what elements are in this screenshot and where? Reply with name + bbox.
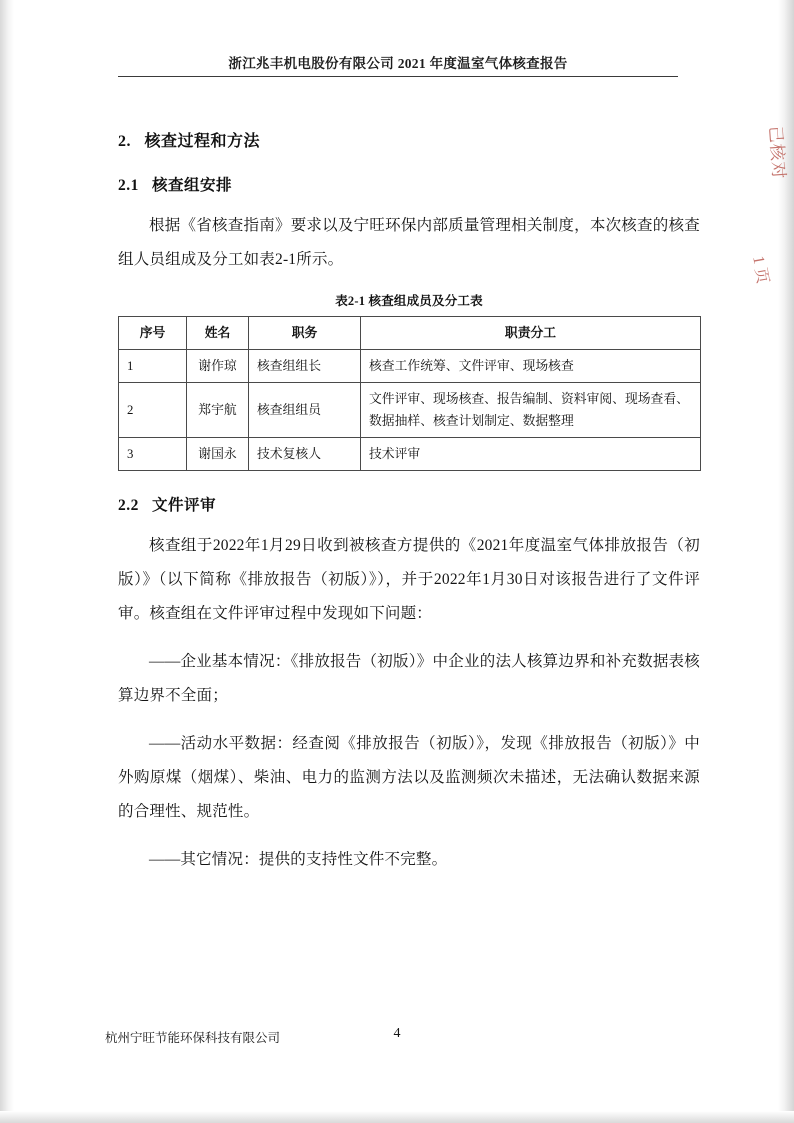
table-header-row — [119, 317, 701, 350]
cell-name: 谢国永 — [187, 438, 249, 471]
section-heading-2 — [118, 128, 700, 151]
section-2-heading-wrap — [118, 128, 700, 151]
cell-name: 郑宇航 — [187, 383, 249, 438]
document-body — [118, 110, 700, 877]
paragraph-4: ——活动水平数据：经查阅《排放报告（初版）》，发现《排放报告（初版）》中外购原煤（烟煤）、柴油、电力的监测方法以及监测频次未描述，无法确认数据来源的合理性、规范性。 — [118, 735, 700, 820]
section-2-title: 核查过程和方法 — [144, 133, 261, 150]
section-2-1-heading-wrap — [118, 173, 700, 195]
footer-page-number: 4 — [393, 1026, 401, 1041]
table-header-no: 序号 — [119, 317, 187, 350]
header-divider — [118, 76, 678, 77]
cell-duty: 文件评审、现场核查、报告编制、资料审阅、现场查看、数据抽样、核查计划制定、数据整理 — [361, 383, 701, 438]
cell-name: 谢作琼 — [187, 350, 249, 383]
section-2-number: 2. — [118, 133, 131, 150]
table-header-duty: 职责分工 — [361, 317, 701, 350]
paragraph-5: ——其它情况：提供的支持性文件不完整。 — [149, 851, 448, 868]
section-2-2-number: 2.2 — [118, 497, 139, 514]
cell-duty: 核查工作统筹、文件评审、现场核查 — [361, 350, 701, 383]
cell-role: 核查组组长 — [249, 350, 361, 383]
audit-team-table — [118, 316, 701, 471]
footer-company: 杭州宁旺节能环保科技有限公司 — [105, 1031, 281, 1045]
margin-annotation-2: 1 页 — [749, 254, 771, 286]
table-row — [119, 438, 701, 471]
cell-role: 技术复核人 — [249, 438, 361, 471]
cell-no: 3 — [119, 438, 187, 471]
cell-no: 1 — [119, 350, 187, 383]
page-header-title: 浙江兆丰机电股份有限公司 2021 年度温室气体核查报告 — [228, 56, 568, 71]
cell-duty: 技术评审 — [361, 438, 701, 471]
table-header-name: 姓名 — [187, 317, 249, 350]
paragraph-1: 根据《省核查指南》要求以及宁旺环保内部质量管理相关制度，本次核查的核查组人员组成及分工如表2-1所示。 — [118, 217, 700, 268]
section-2-1-title: 核查组安排 — [152, 177, 233, 194]
cell-role: 核查组组员 — [249, 383, 361, 438]
cell-no: 2 — [119, 383, 187, 438]
table-header-role: 职务 — [249, 317, 361, 350]
paragraph-3: ——企业基本情况：《排放报告（初版）》中企业的法人核算边界和补充数据表核算边界不全面； — [118, 653, 700, 704]
table-row — [119, 350, 701, 383]
paragraph-2: 核查组于2022年1月29日收到被核查方提供的《2021年度温室气体排放报告（初版）》（以下简称《排放报告（初版）》），并于2022年1月30日对该报告进行了文件评审。核查组在文件评审过程中发现如下问题： — [118, 537, 700, 622]
section-heading-2-2 — [118, 493, 700, 515]
margin-annotation-1: 己核对 — [765, 125, 789, 181]
section-heading-2-1 — [118, 173, 700, 195]
section-2-2-heading-wrap — [118, 493, 700, 515]
section-2-1-number: 2.1 — [118, 177, 139, 194]
section-2-2-title: 文件评审 — [152, 497, 217, 514]
table-caption: 表2-1 核查组成员及分工表 — [335, 294, 483, 308]
table-row — [119, 383, 701, 438]
